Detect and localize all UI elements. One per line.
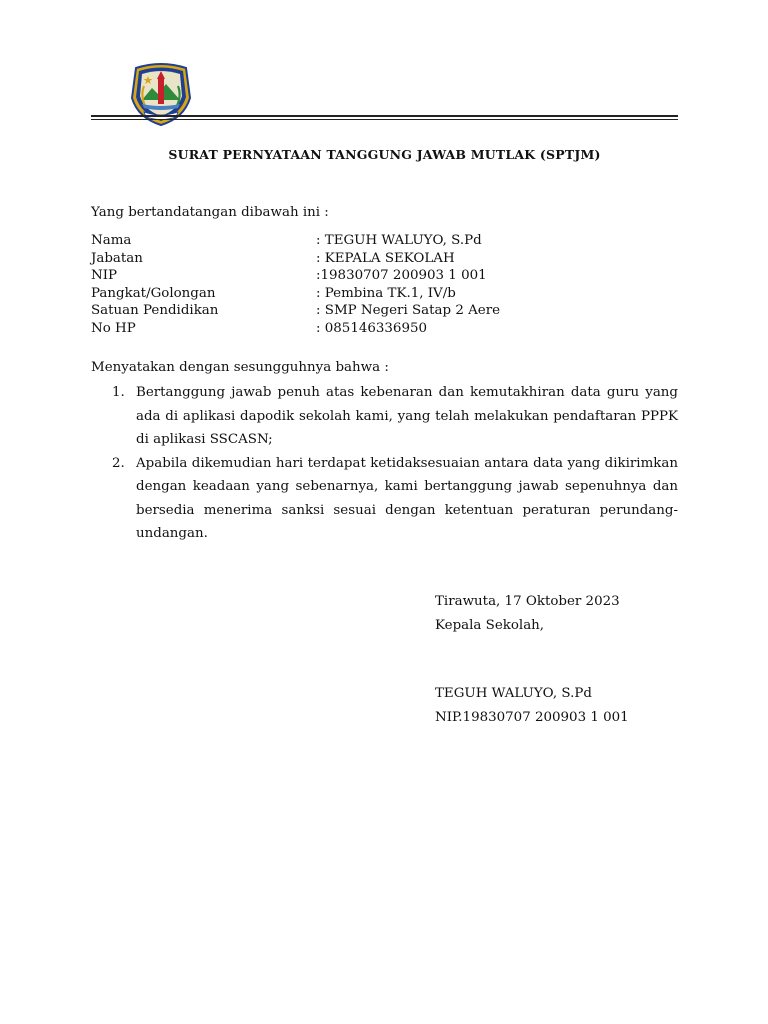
field-value: : TEGUH WALUYO, S.Pd bbox=[316, 233, 482, 248]
field-value: : KEPALA SEKOLAH bbox=[316, 250, 455, 266]
signature-position: Kepala Sekolah, bbox=[435, 618, 545, 633]
list-item-text: Apabila dikemudian hari terdapat ketidaksesuaian antara data yang dikirimkan dengan keadaan yang sebenarnya, kami bertanggung jawab sepenuhnya dan bersedia menerima sanksi sesuai dengan ketentuan peraturan perundang-undangan. bbox=[136, 455, 678, 541]
statement-list bbox=[91, 381, 678, 546]
field-label: Satuan Pendidikan bbox=[91, 303, 219, 319]
field-label: Jabatan bbox=[91, 250, 143, 266]
list-item bbox=[91, 381, 678, 452]
field-label: No HP bbox=[91, 320, 136, 336]
field-label: Nama bbox=[91, 233, 132, 248]
document-title: SURAT PERNYATAAN TANGGUNG JAWAB MUTLAK (SPTJM) bbox=[168, 147, 601, 162]
header-rule-thin bbox=[91, 119, 678, 120]
field-value: : SMP Negeri Satap 2 Aere bbox=[316, 303, 501, 319]
list-item-number: 2. bbox=[112, 455, 125, 471]
field-value: : 085146336950 bbox=[316, 320, 428, 336]
field-value: :19830707 200903 1 001 bbox=[316, 268, 487, 284]
field-value: : Pembina TK.1, IV/b bbox=[316, 285, 456, 301]
signature-place-date: Tirawuta, 17 Oktober 2023 bbox=[435, 594, 620, 609]
signature-name: TEGUH WALUYO, S.Pd bbox=[435, 686, 592, 701]
statement-text: Menyatakan dengan sesungguhnya bahwa : bbox=[91, 360, 389, 375]
list-item-number: 1. bbox=[112, 385, 125, 400]
header-rule-thick bbox=[91, 115, 678, 117]
field-label: NIP bbox=[91, 268, 118, 284]
list-item-text: Bertanggung jawab penuh atas kebenaran dan kemutakhiran data guru yang ada di aplikasi dapodik sekolah kami, yang telah melakukan pendaftaran PPPK di aplikasi SSCASN; bbox=[136, 385, 678, 447]
signature-nip: NIP.19830707 200903 1 001 bbox=[435, 710, 629, 725]
list-item bbox=[91, 452, 678, 546]
intro-text: Yang bertandatangan dibawah ini : bbox=[91, 205, 329, 220]
field-label: Pangkat/Golongan bbox=[91, 285, 216, 301]
